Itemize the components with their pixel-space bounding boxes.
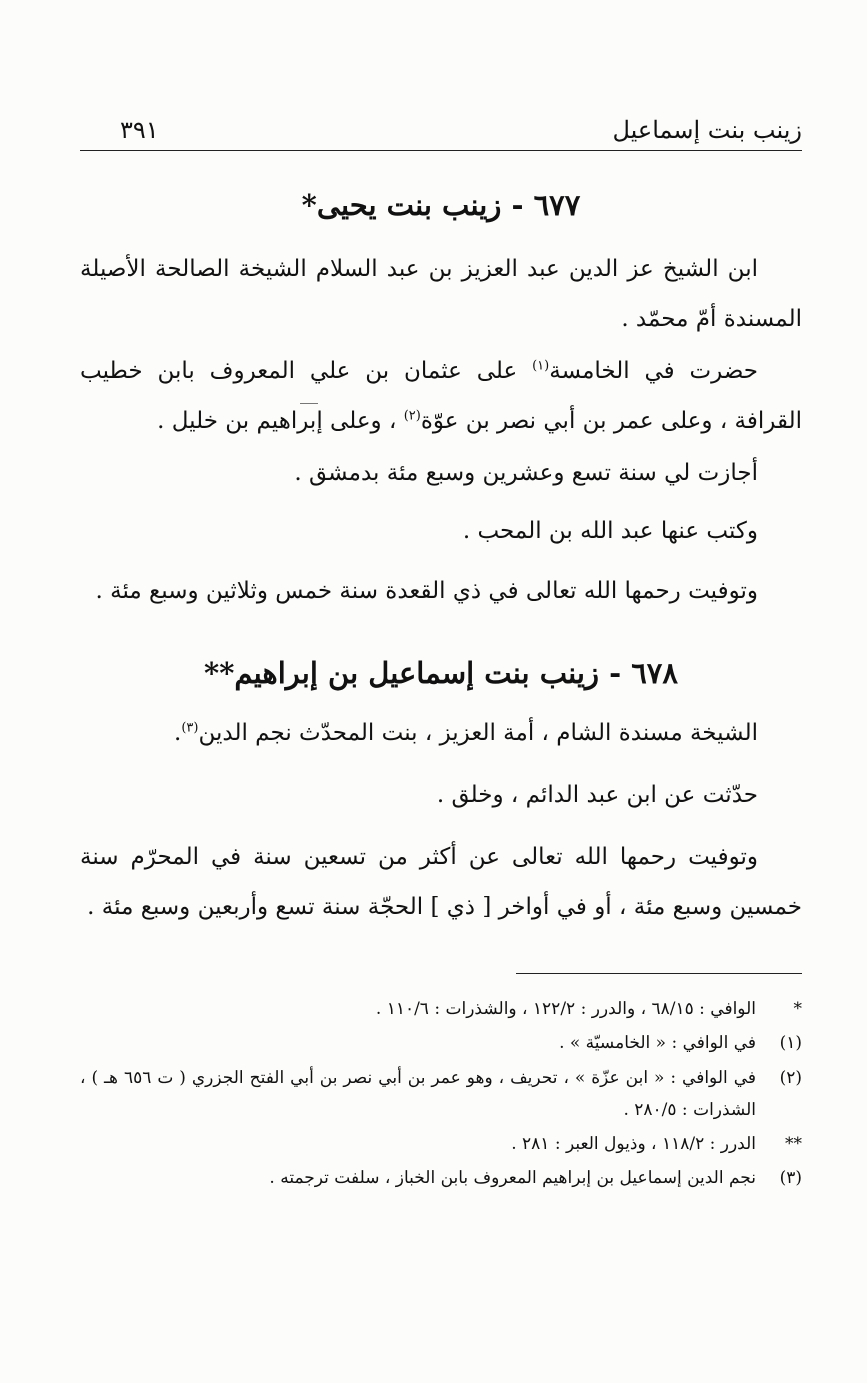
note-ref-2: (٢) — [403, 408, 421, 424]
death-text-678: وتوفيت رحمها الله تعالى عن أكثر من تسعين سنة في المحرّم سنة خمسين وسبع مئة ، أو في أواخر [ ذي ] الحجّة سنة تسع وأربعين وسبع مئة . — [80, 844, 802, 920]
attendance-text-c: ، وعلى إبراهيم بن خليل . — [157, 408, 397, 434]
footnote-marker: ** — [785, 1134, 802, 1154]
footnote-text: الوافي : ٦٨/١٥ ، والدرر : ١٢٢/٢ ، والشذرات : ١١٠/٦ . — [375, 999, 756, 1019]
paragraph-student — [80, 506, 802, 556]
attendance-text-a: حضرت في الخامسة — [549, 358, 759, 384]
description-end: . — [174, 720, 182, 746]
entry-title-678: ٦٧٨ - زينب بنت إسماعيل بن إبراهيم** — [204, 656, 678, 690]
lineage-text: ابن الشيخ عز الدين عبد العزيز بن عبد السلام الشيخة الصالحة الأصيلة المسندة أمّ محمّد . — [80, 256, 802, 332]
footnote-marker: (٢) — [779, 1068, 802, 1088]
narration-text: حدّثت عن ابن عبد الدائم ، وخلق . — [436, 782, 758, 808]
page-number: ٣٩١ — [120, 116, 159, 144]
page-header — [80, 112, 802, 151]
running-title: زينب بنت إسماعيل — [612, 116, 802, 144]
footnote-3 — [80, 1162, 802, 1194]
footnote-star — [80, 993, 802, 1025]
note-ref-3: (٣) — [181, 720, 199, 736]
stray-mark — [300, 403, 318, 404]
footnote-separator — [516, 973, 802, 974]
paragraph-death-678 — [80, 832, 802, 932]
entry-title-677: ٦٧٧ - زينب بنت يحيى* — [301, 188, 581, 222]
footnote-marker: * — [793, 999, 802, 1019]
footnote-text: في الوافي : « ابن عزّة » ، تحريف ، وهو عمر بن أبي نصر بن أبي الفتح الجزري ( ت ٦٥٦ هـ ) ، الشذرات : ٢٨٠/٥ . — [80, 1068, 756, 1120]
paragraph-lineage — [80, 244, 802, 344]
footnote-text: في الوافي : « الخامسيّة » . — [559, 1033, 756, 1053]
paragraph-description — [80, 708, 802, 758]
footnote-2 — [80, 1062, 802, 1126]
footnote-marker: (١) — [779, 1033, 802, 1053]
student-text: وكتب عنها عبد الله بن المحب . — [462, 518, 758, 544]
note-ref-1: (١) — [532, 358, 550, 374]
description-text: الشيخة مسندة الشام ، أمة العزيز ، بنت المحدّث نجم الدين — [198, 720, 758, 746]
license-text: أجازت لي سنة تسع وعشرين وسبع مئة بدمشق . — [294, 460, 758, 486]
death-text-677: وتوفيت رحمها الله تعالى في ذي القعدة سنة خمس وثلاثين وسبع مئة . — [95, 578, 758, 604]
paragraph-license — [80, 448, 802, 498]
paragraph-attendance — [80, 346, 802, 446]
footnote-text: نجم الدين إسماعيل بن إبراهيم المعروف بابن الخباز ، سلفت ترجمته . — [269, 1168, 756, 1188]
footnote-text: الدرر : ١١٨/٢ ، وذيول العبر : ٢٨١ . — [511, 1134, 756, 1154]
footnote-double-star — [80, 1128, 802, 1160]
footnote-1 — [80, 1027, 802, 1059]
attendance-text-b: على عثمان بن علي المعروف بابن خطيب القرافة ، وعلى عمر بن أبي نصر بن عوّة — [80, 358, 802, 434]
paragraph-narration — [80, 770, 802, 820]
paragraph-death-677 — [80, 566, 802, 616]
footnote-marker: (٣) — [779, 1168, 802, 1188]
